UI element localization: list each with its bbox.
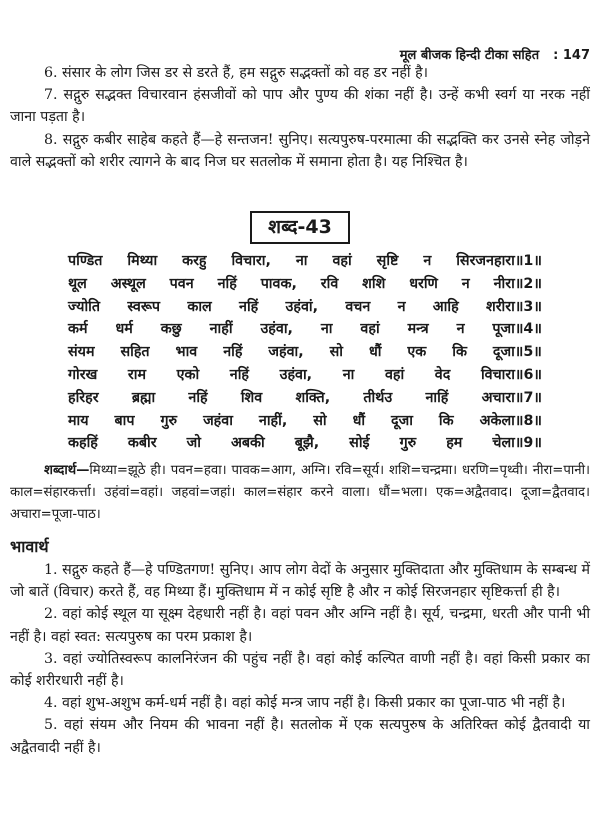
verse-word: गोरख [68, 366, 98, 383]
glossary-label: शब्दार्थ— [44, 463, 90, 478]
bhavarth-title: भावार्थ [10, 537, 49, 556]
verse-word: पूजा [492, 321, 515, 338]
verse-word: माय [68, 412, 89, 429]
verse-block [68, 250, 542, 455]
verse-word: पवन [169, 275, 194, 292]
verse-number: ॥3॥ [514, 298, 542, 315]
verse-end [481, 364, 542, 387]
verse-word: नहिं [239, 298, 259, 315]
verse-end [493, 341, 542, 364]
verse-word: नीरा [493, 275, 515, 292]
verse-word: ना [320, 321, 333, 338]
verse-word: ज्योति [68, 298, 101, 315]
verse-word: एक [407, 344, 427, 361]
verse-word: बूझै, [294, 435, 320, 452]
verse-number: ॥8॥ [514, 412, 542, 429]
verse-word: नाहीं [209, 321, 233, 338]
verse-word: कबीर [127, 435, 157, 452]
verse-word: रवि [320, 275, 339, 292]
verse-word: कर्म [68, 321, 88, 338]
verse-word: न [423, 253, 432, 269]
verse-word: नहिं [223, 344, 243, 361]
verse-word: ना [342, 366, 355, 383]
verse-word: वहां [332, 253, 352, 269]
verse-word: राम [127, 366, 146, 383]
verse-number: ॥6॥ [514, 366, 542, 383]
verse-number: ॥2॥ [514, 275, 542, 292]
verse-word: विचारा [480, 366, 515, 383]
paragraph-6: 6. संसार के लोग जिस डर से डरते हैं, हम सद्गुरु सद्भक्तों को वह डर नहीं है। [44, 65, 429, 81]
verse-line [68, 387, 542, 410]
verse-word: कछु [160, 321, 182, 338]
verse-line [68, 432, 542, 455]
verse-word: विचारा, [231, 253, 271, 269]
verse-line [68, 273, 542, 296]
verse-line [68, 364, 542, 387]
verse-line [68, 250, 542, 273]
verse-word: जहंवा, [268, 344, 304, 361]
verse-word: शरीरा [485, 298, 515, 315]
verse-end [492, 318, 542, 341]
verse-word: शिव [240, 389, 263, 406]
verse-word: ना [295, 253, 308, 269]
running-head [400, 45, 590, 63]
bhavarth-paragraph-3: 3. वहां ज्योतिस्वरूप कालनिरंजन की पहुंच नहीं है। वहां कोई कल्पित वाणी नहीं है। वहां किसी प्रकार का कोई शरीरधारी नहीं है। [10, 650, 590, 690]
page-number: : 147 [553, 48, 590, 63]
verse-word: वहां [384, 366, 405, 383]
verse-word: शशि [362, 275, 386, 292]
verse-word: कहहिं [68, 435, 98, 452]
verse-word: न [456, 321, 465, 338]
verse-word: कि [452, 344, 467, 361]
verse-word: धर्म [115, 321, 133, 338]
verse-end [456, 250, 542, 273]
verse-word: सहित [120, 344, 150, 361]
verse-end [492, 432, 542, 455]
verse-word: तीर्थउ [363, 389, 393, 406]
verse-word: करहु [182, 253, 207, 269]
verse-word: हम [446, 435, 463, 452]
glossary-text: मिथ्या=झूठे ही। पवन=हवा। पावक=आग, अग्नि। रवि=सूर्य। शशि=चन्द्रमा। धरणि=पृथ्वी। नीरा=पानी। काल=संहारकर्त्ता। उहंवां=वहां। जहवां=जहां। काल=संहार करने वाला। धौं=भला। एक=अद्वैतवाद। दूजा=द्वैतवाद। अचारा=पूजा-पाठ। [10, 463, 590, 523]
verse-word: वचन [345, 298, 371, 315]
verse-number: ॥9॥ [514, 435, 542, 452]
verse-word: सृष्टि [376, 253, 399, 269]
verse-word: न [461, 275, 470, 292]
verse-word: मिथ्या [127, 253, 158, 269]
verse-word: आहि [432, 298, 459, 315]
verse-word: पावक, [260, 275, 297, 292]
verse-word: संयम [68, 344, 95, 361]
verse-word: न [397, 298, 406, 315]
verse-word: गुरु [399, 435, 417, 452]
bhavarth-paragraph-1: 1. सद्गुरु कहते हैं—हे पण्डितगण! सुनिए। आप लोग वेदों के अनुसार मुक्तिदाता और मुक्तिधाम के सम्बन्ध में जो बातें (विचार) करते हैं, वह मिथ्या हैं। मुक्तिधाम में न कोई सृष्टि है और न कोई सिरजनहार सृष्टिकर्त्ता ही है। [10, 562, 590, 601]
verse-word: स्वरूप [127, 298, 161, 315]
shabd-heading-wrap [0, 211, 600, 244]
shabd-heading: शब्द-43 [250, 211, 350, 244]
verse-end [494, 273, 542, 296]
verse-word: बाप [114, 412, 135, 429]
verse-word: नाहिं [425, 389, 449, 406]
verse-word: अस्थूल [110, 275, 146, 292]
intro-section [10, 62, 590, 173]
verse-word: सिरजनहारा [456, 253, 515, 269]
verse-word: चेला [492, 435, 515, 452]
verse-word: हरिहर [68, 389, 99, 406]
verse-word: वेद [434, 366, 451, 383]
verse-word: धौं [352, 412, 366, 429]
verse-word: शक्ति, [295, 389, 331, 406]
verse-word: धौं [368, 344, 382, 361]
verse-word: सो [313, 412, 327, 429]
paragraph-7: 7. सद्गुरु सद्भक्त विचारवान हंसजीवों को पाप और पुण्य की शंका नहीं है। उन्हें कभी स्वर्ग या नरक नहीं जाना पड़ता है। [10, 87, 590, 126]
verse-number: ॥5॥ [514, 344, 542, 361]
verse-word: गुरु [160, 412, 178, 429]
verse-word: ब्रह्मा [131, 389, 156, 406]
verse-word: उहंवा, [260, 321, 293, 338]
verse-word: थूल [68, 275, 87, 292]
verse-word: उहंवां, [285, 298, 319, 315]
book-title: मूल बीजक हिन्दी टीका सहित [399, 48, 540, 63]
bhavarth-section [10, 559, 590, 759]
verse-word: कि [438, 412, 454, 429]
verse-word: मन्त्र [407, 321, 429, 338]
glossary [10, 460, 590, 527]
verse-word: जहंवा [203, 412, 233, 429]
verse-number: ॥7॥ [514, 389, 542, 406]
verse-word: अबकी [230, 435, 265, 452]
verse-end [482, 387, 542, 410]
verse-word: वहां [360, 321, 380, 338]
bhavarth-paragraph-5: 5. वहां संयम और नियम की भावना नहीं है। सतलोक में एक सत्यपुरुष के अतिरिक्त कोई द्वैतवादी या अद्वैतवादी नहीं है। [10, 717, 590, 756]
verse-word: पण्डित [68, 253, 103, 269]
verse-word: दूजा [391, 412, 413, 429]
bhavarth-paragraph-2: 2. वहां कोई स्थूल या सूक्ष्म देहधारी नहीं है। वहां पवन और अग्नि नहीं है। सूर्य, चन्द्रमा, धरती और पानी भी नहीं है। वहां स्वत: सत्यपुरुष का परम प्रकाश है। [10, 606, 590, 645]
verse-word: भाव [175, 344, 198, 361]
verse-word: अचारा [481, 389, 515, 406]
verse-number: ॥1॥ [514, 253, 542, 269]
verse-word: नहिं [188, 389, 208, 406]
verse-word: उहंवा, [279, 366, 313, 383]
verse-line [68, 341, 542, 364]
verse-word: नहिं [217, 275, 237, 292]
verse-number: ॥4॥ [514, 321, 542, 338]
verse-end [480, 410, 542, 433]
verse-word: धरणि [409, 275, 438, 292]
verse-end [486, 296, 542, 319]
verse-word: अकेला [479, 412, 515, 429]
verse-line [68, 296, 542, 319]
paragraph-8: 8. सद्गुरु कबीर साहेब कहते हैं—हे सन्तजन! सुनिए। सत्यपुरुष-परमात्मा की सद्भक्ति कर उनसे स्नेह जोड़ने वाले सद्भक्तों को शरीर त्यागने के बाद निज घर सतलोक में समाना होता है। यह निश्चित है। [10, 131, 590, 170]
verse-word: सो [329, 344, 343, 361]
verse-line [68, 410, 542, 433]
verse-word: जो [186, 435, 201, 452]
bhavarth-paragraph-4: 4. वहां शुभ-अशुभ कर्म-धर्म नहीं है। वहां कोई मन्त्र जाप नहीं है। किसी प्रकार का पूजा-पाठ भी नहीं है। [44, 695, 566, 712]
verse-word: नाहीं, [258, 412, 288, 429]
verse-word: सोई [349, 435, 370, 452]
verse-line [68, 318, 542, 341]
glossary-paragraph [10, 460, 590, 527]
verse-word: काल [187, 298, 212, 315]
verse-word: नहिं [229, 366, 250, 383]
verse-word: एको [176, 366, 200, 383]
verse-word: दूजा [492, 344, 515, 361]
